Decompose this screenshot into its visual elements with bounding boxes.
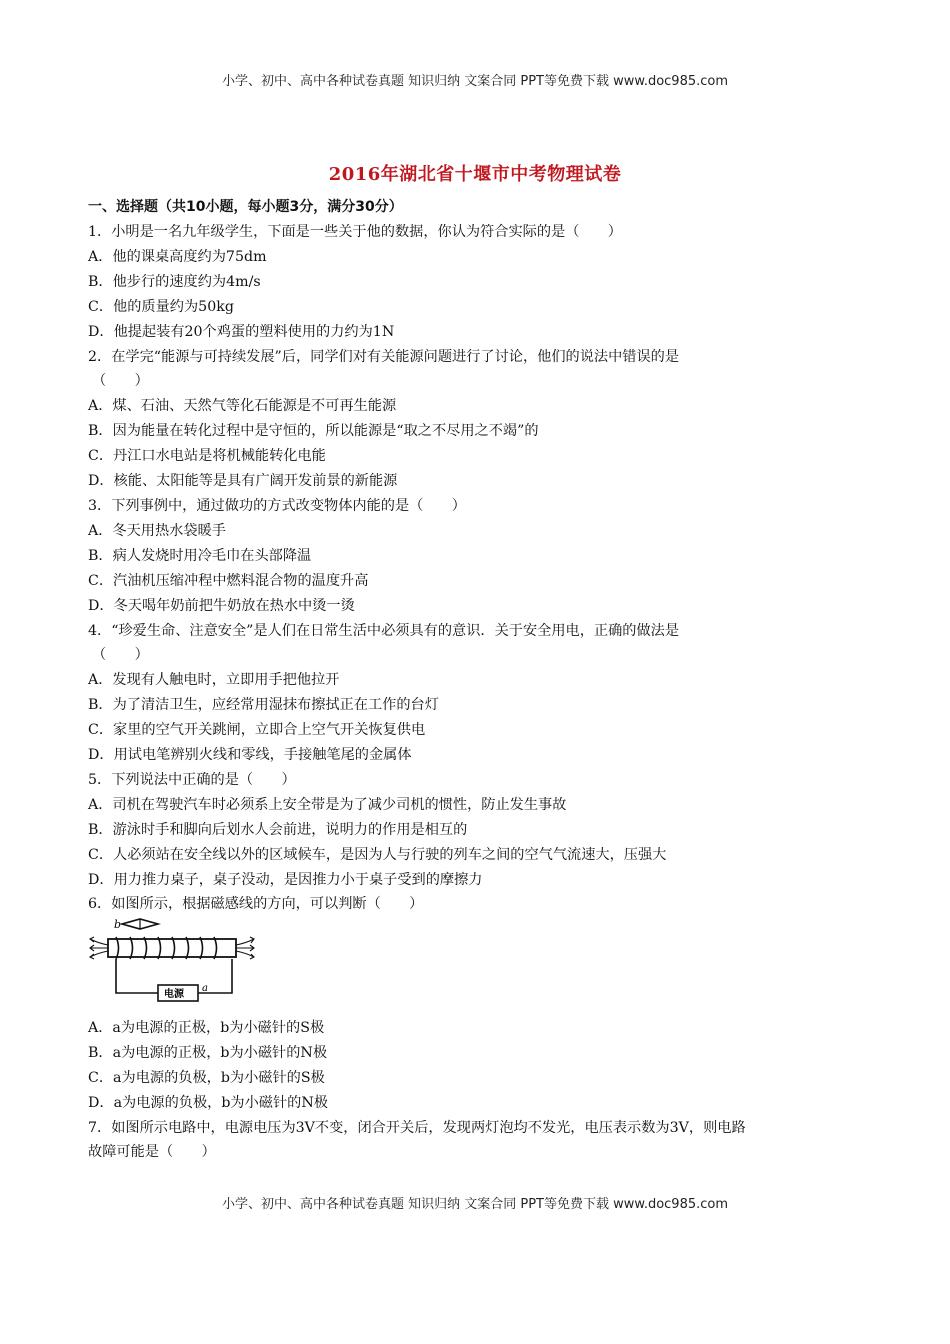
question-4-option-d: D．用试电笔辨别火线和零线，手接触笔尾的金属体	[88, 747, 412, 763]
question-3-option-d: D．冬天喝年奶前把牛奶放在热水中烫一烫	[88, 598, 355, 614]
question-2-option-a: A．煤、石油、天然气等化石能源是不可再生能源	[88, 398, 397, 414]
question-4-stem-cont: （ ）	[92, 647, 149, 663]
question-3-option-a: A．冬天用热水袋暖手	[88, 523, 226, 539]
question-4-option-b: B．为了清洁卫生，应经常用湿抹布擦拭正在工作的台灯	[88, 697, 439, 713]
field-lines-right	[236, 937, 254, 959]
question-1-option-a: A．他的课桌高度约为75dm	[88, 249, 267, 265]
question-1-option-d: D．他提起装有20个鸡蛋的塑料使用的力约为1N	[88, 324, 395, 340]
question-1-option-b: B．他步行的速度约为4m/s	[88, 274, 261, 290]
question-2-option-c: C．丹江口水电站是将机械能转化电能	[88, 448, 326, 464]
question-1-option-c: C．他的质量约为50kg	[88, 299, 234, 315]
section-heading: 一、选择题（共10小题，每小题3分，满分30分）	[88, 199, 403, 215]
question-1-stem: 1．小明是一名九年级学生，下面是一些关于他的数据，你认为符合实际的是（ ）	[88, 224, 622, 240]
power-supply-label: 电源	[164, 989, 184, 1000]
question-3-option-c: C．汽油机压缩冲程中燃料混合物的温度升高	[88, 573, 369, 589]
field-lines-left	[90, 937, 108, 959]
question-6-option-d: D．a为电源的负极，b为小磁针的N极	[88, 1095, 328, 1111]
question-2-stem: 2．在学完“能源与可持续发展”后，同学们对有关能源问题进行了讨论，他们的说法中错误的是	[88, 349, 680, 365]
solenoid-circuit-figure	[88, 915, 258, 1007]
question-6-option-c: C．a为电源的负极，b为小磁针的S极	[88, 1070, 325, 1086]
page-title: 2016年湖北省十堰市中考物理试卷	[328, 164, 622, 185]
question-5-option-c: C．人必须站在安全线以外的区域候车，是因为人与行驶的列车之间的空气气流速大，压强大	[88, 847, 667, 863]
question-4-stem: 4．“珍爱生命、注意安全”是人们在日常生活中必须具有的意识．关于安全用电，正确的做法是	[88, 623, 680, 639]
figure-label-a: a	[202, 983, 208, 994]
question-6-option-b: B．a为电源的正极，b为小磁针的N极	[88, 1045, 328, 1061]
question-2-option-d: D．核能、太阳能等是具有广阔开发前景的新能源	[88, 473, 398, 489]
question-5-option-d: D．用力推力桌子，桌子没动，是因推力小于桌子受到的摩擦力	[88, 872, 483, 888]
figure-label-b: b	[114, 918, 122, 931]
question-4-option-c: C．家里的空气开关跳闸，立即合上空气开关恢复供电	[88, 722, 426, 738]
question-6-stem: 6．如图所示，根据磁感线的方向，可以判断（ ）	[88, 896, 424, 912]
question-5-stem: 5．下列说法中正确的是（ ）	[88, 772, 296, 788]
page-footer: 小学、初中、高中各种试卷真题 知识归纳 文案合同 PPT等免费下载 www.doc985.com	[221, 1197, 729, 1212]
question-6-option-a: A．a为电源的正极，b为小磁针的S极	[88, 1020, 325, 1036]
question-3-stem: 3．下列事例中，通过做功的方式改变物体内能的是（ ）	[88, 498, 466, 514]
page-header: 小学、初中、高中各种试卷真题 知识归纳 文案合同 PPT等免费下载 www.doc985.com	[221, 74, 729, 89]
coil-windings	[116, 937, 217, 959]
question-3-option-b: B．病人发烧时用冷毛巾在头部降温	[88, 548, 312, 564]
question-7-stem: 7．如图所示电路中，电源电压为3V不变，闭合开关后，发现两灯泡均不发光，电压表示数为3V，则电路	[88, 1120, 746, 1136]
question-4-option-a: A．发现有人触电时，立即用手把他拉开	[88, 672, 340, 688]
question-5-option-b: B．游泳时手和脚向后划水人会前进，说明力的作用是相互的	[88, 822, 468, 838]
question-5-option-a: A．司机在驾驶汽车时必须系上安全带是为了减少司机的惯性，防止发生事故	[88, 797, 567, 813]
question-2-option-b: B．因为能量在转化过程中是守恒的，所以能源是“取之不尽用之不竭”的	[88, 423, 539, 439]
question-7-stem-cont: 故障可能是（ ）	[88, 1144, 216, 1160]
question-2-stem-cont: （ ）	[92, 373, 149, 389]
